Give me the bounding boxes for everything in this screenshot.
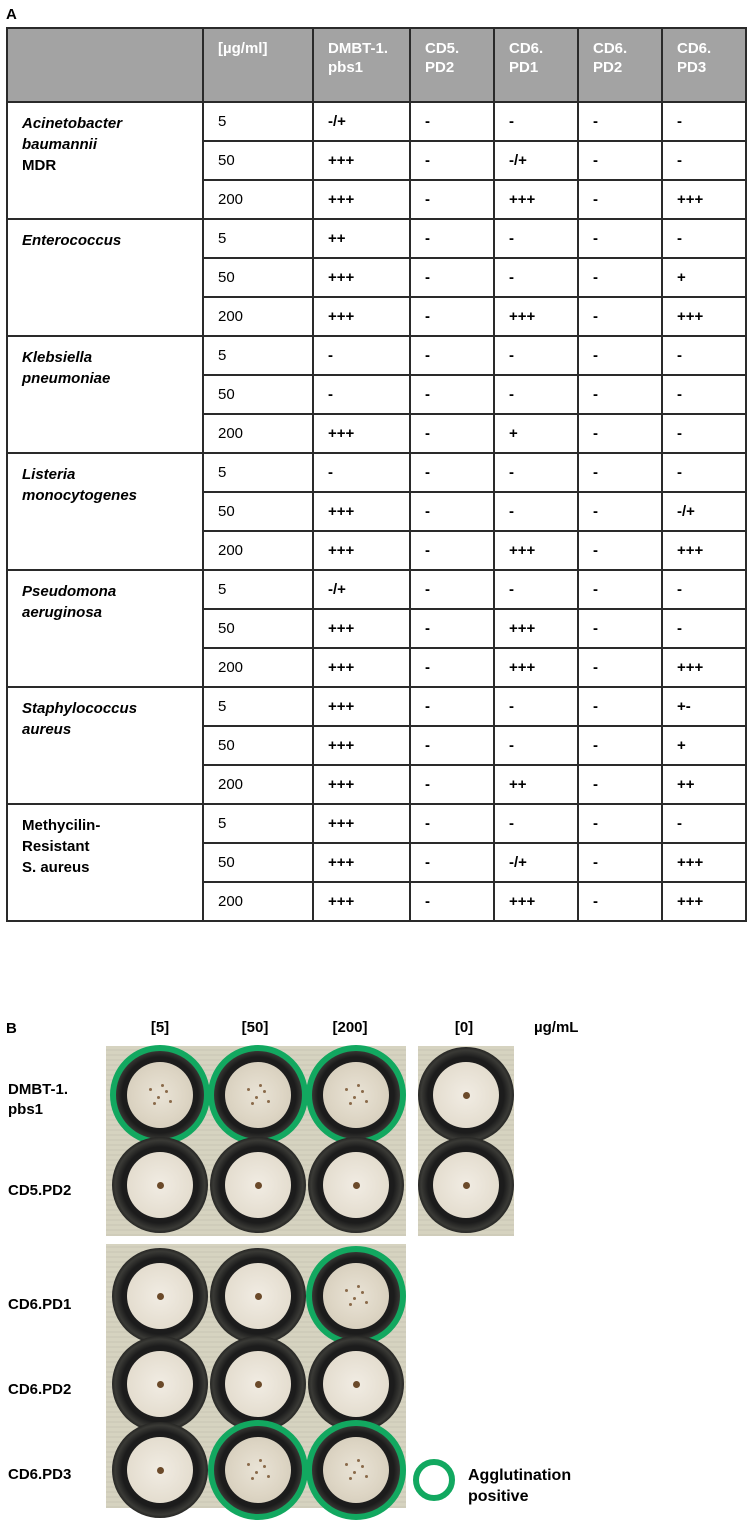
well <box>308 1336 404 1432</box>
header-concentration: [µg/ml] <box>203 28 313 102</box>
result-cell: - <box>494 726 578 765</box>
organism-name <box>7 687 203 804</box>
table-row <box>7 570 746 609</box>
agglutination-legend-label: Agglutination positive <box>468 1467 572 1505</box>
result-cell: +++ <box>662 648 746 687</box>
result-cell: - <box>578 375 662 414</box>
well <box>308 1248 404 1344</box>
table-row <box>7 336 746 375</box>
concentration-cell: 5 <box>203 687 313 726</box>
result-cell: - <box>410 609 494 648</box>
concentration-cell: 200 <box>203 180 313 219</box>
agglutination-positive-ring <box>110 1045 210 1145</box>
well-floor <box>225 1351 291 1417</box>
result-cell: - <box>578 648 662 687</box>
result-cell: - <box>410 726 494 765</box>
table-row <box>7 453 746 492</box>
sediment-button <box>255 1182 262 1189</box>
result-cell: ++ <box>494 765 578 804</box>
concentration-cell: 5 <box>203 453 313 492</box>
result-cell: - <box>410 765 494 804</box>
result-cell: +++ <box>313 648 410 687</box>
result-cell: - <box>410 414 494 453</box>
concentration-cell: 50 <box>203 375 313 414</box>
well-floor <box>323 1351 389 1417</box>
organism-name-italic: Listeria monocytogenes <box>22 466 138 504</box>
agglutination-positive-ring <box>208 1420 308 1520</box>
header-column: DMBT-1. pbs1 <box>313 28 410 102</box>
sediment-button <box>463 1092 470 1099</box>
column-label-50: [50] <box>241 1019 269 1036</box>
sediment-button <box>255 1293 262 1300</box>
well-floor <box>225 1263 291 1329</box>
organism-name <box>7 570 203 687</box>
result-cell: - <box>494 492 578 531</box>
result-cell: +++ <box>313 609 410 648</box>
result-cell: - <box>410 375 494 414</box>
result-cell: - <box>494 570 578 609</box>
result-cell: - <box>313 375 410 414</box>
result-cell: - <box>578 102 662 141</box>
well <box>308 1047 404 1143</box>
well <box>210 1248 306 1344</box>
organism-name <box>7 453 203 570</box>
result-cell: - <box>662 219 746 258</box>
well-floor <box>127 1263 193 1329</box>
result-cell: - <box>494 687 578 726</box>
row-label: CD6.PD3 <box>8 1466 72 1483</box>
agglutination-positive-ring <box>306 1420 406 1520</box>
well <box>210 1422 306 1518</box>
concentration-cell: 50 <box>203 726 313 765</box>
result-cell: - <box>578 180 662 219</box>
result-cell: - <box>578 609 662 648</box>
result-cell: - <box>662 336 746 375</box>
result-cell: +++ <box>313 258 410 297</box>
panel-a-letter: A <box>6 6 17 23</box>
sediment-button <box>157 1467 164 1474</box>
result-cell: - <box>578 453 662 492</box>
result-cell: +++ <box>494 531 578 570</box>
result-cell: - <box>578 141 662 180</box>
result-cell: + <box>494 414 578 453</box>
result-cell: +++ <box>494 180 578 219</box>
result-cell: - <box>578 726 662 765</box>
well-floor <box>127 1152 193 1218</box>
concentration-cell: 200 <box>203 297 313 336</box>
result-cell: +++ <box>494 648 578 687</box>
agglutination-positive-ring <box>208 1045 308 1145</box>
result-cell: - <box>410 687 494 726</box>
table-row <box>7 804 746 843</box>
well <box>418 1137 514 1233</box>
result-cell: - <box>662 102 746 141</box>
result-cell: +++ <box>313 843 410 882</box>
result-cell: - <box>494 102 578 141</box>
result-cell: - <box>578 336 662 375</box>
well <box>112 1248 208 1344</box>
result-cell: - <box>578 219 662 258</box>
sediment-button <box>157 1182 164 1189</box>
agglutination-positive-ring <box>306 1246 406 1346</box>
result-cell: +++ <box>313 180 410 219</box>
concentration-cell: 50 <box>203 843 313 882</box>
well <box>210 1336 306 1432</box>
result-cell: - <box>662 453 746 492</box>
well <box>112 1336 208 1432</box>
organism-name <box>7 804 203 921</box>
result-cell: +++ <box>494 297 578 336</box>
well <box>308 1137 404 1233</box>
result-cell: - <box>578 492 662 531</box>
sediment-button <box>353 1381 360 1388</box>
result-cell: -/+ <box>662 492 746 531</box>
organism-name-italic: Enterococcus <box>22 232 122 249</box>
result-cell: - <box>662 141 746 180</box>
well <box>112 1047 208 1143</box>
result-cell: - <box>410 492 494 531</box>
concentration-cell: 5 <box>203 219 313 258</box>
result-cell: - <box>662 609 746 648</box>
well <box>112 1422 208 1518</box>
sediment-button <box>157 1381 164 1388</box>
result-cell: +++ <box>494 609 578 648</box>
result-cell: - <box>494 804 578 843</box>
row-label: DMBT-1. pbs1 <box>8 1081 68 1118</box>
result-cell: +++ <box>313 414 410 453</box>
result-cell: - <box>410 297 494 336</box>
concentration-cell: 50 <box>203 258 313 297</box>
result-cell: - <box>662 375 746 414</box>
column-label-5: [5] <box>150 1019 170 1036</box>
table-row <box>7 102 746 141</box>
result-cell: +++ <box>313 765 410 804</box>
sediment-button <box>353 1182 360 1189</box>
header-organism <box>7 28 203 102</box>
result-cell: - <box>410 843 494 882</box>
row-label: CD6.PD2 <box>8 1381 72 1398</box>
result-cell: +++ <box>313 141 410 180</box>
concentration-cell: 5 <box>203 804 313 843</box>
table-header-row <box>7 28 746 102</box>
result-cell: +++ <box>313 882 410 921</box>
result-cell: +++ <box>662 843 746 882</box>
concentration-cell: 5 <box>203 570 313 609</box>
result-cell: - <box>578 804 662 843</box>
result-cell: +- <box>662 687 746 726</box>
result-cell: -/+ <box>313 102 410 141</box>
result-cell: + <box>662 726 746 765</box>
well-floor <box>433 1062 499 1128</box>
result-cell: +++ <box>313 297 410 336</box>
concentration-cell: 5 <box>203 102 313 141</box>
concentration-cell: 50 <box>203 141 313 180</box>
result-cell: - <box>494 258 578 297</box>
result-cell: - <box>410 102 494 141</box>
result-cell: - <box>410 141 494 180</box>
header-column: CD6. PD3 <box>662 28 746 102</box>
result-cell: +++ <box>313 804 410 843</box>
row-label: CD5.PD2 <box>8 1182 72 1199</box>
result-cell: - <box>578 570 662 609</box>
organism-name <box>7 336 203 453</box>
result-cell: - <box>578 258 662 297</box>
result-cell: + <box>662 258 746 297</box>
result-cell: +++ <box>662 882 746 921</box>
result-cell: +++ <box>313 492 410 531</box>
header-column: CD6. PD2 <box>578 28 662 102</box>
table-row <box>7 219 746 258</box>
organism-name-plain: Methycilin- Resistant S. aureus <box>22 817 101 876</box>
concentration-cell: 200 <box>203 531 313 570</box>
result-cell: - <box>578 297 662 336</box>
result-cell: - <box>410 570 494 609</box>
result-cell: - <box>410 648 494 687</box>
well <box>210 1047 306 1143</box>
organism-name <box>7 219 203 336</box>
result-cell: -/+ <box>494 843 578 882</box>
result-cell: - <box>494 336 578 375</box>
well-floor <box>433 1152 499 1218</box>
well <box>210 1137 306 1233</box>
result-cell: - <box>494 453 578 492</box>
header-column: CD6. PD1 <box>494 28 578 102</box>
concentration-cell: 50 <box>203 609 313 648</box>
organism-name <box>7 102 203 219</box>
result-cell: - <box>662 804 746 843</box>
agglutination-positive-ring <box>306 1045 406 1145</box>
result-cell: - <box>410 882 494 921</box>
panel-b-letter: B <box>6 1020 17 1037</box>
sediment-button <box>157 1293 164 1300</box>
result-cell: -/+ <box>313 570 410 609</box>
sediment-button <box>255 1381 262 1388</box>
result-cell: - <box>313 336 410 375</box>
organism-name-italic: Pseudomona aeruginosa <box>22 583 117 621</box>
result-cell: +++ <box>662 297 746 336</box>
result-cell: - <box>578 882 662 921</box>
result-cell: - <box>578 531 662 570</box>
result-cell: - <box>494 219 578 258</box>
result-cell: +++ <box>662 531 746 570</box>
organism-name-italic: Staphylococcus aureus <box>22 700 138 738</box>
organism-name-plain: MDR <box>22 157 57 174</box>
result-cell: - <box>410 804 494 843</box>
agglutination-legend-icon <box>413 1459 455 1501</box>
concentration-cell: 5 <box>203 336 313 375</box>
well <box>112 1137 208 1233</box>
well-floor <box>127 1351 193 1417</box>
result-cell: - <box>410 258 494 297</box>
result-cell: +++ <box>662 180 746 219</box>
organism-name-italic: Acinetobacter baumannii <box>22 115 123 153</box>
result-cell: - <box>494 375 578 414</box>
result-cell: -/+ <box>494 141 578 180</box>
result-cell: +++ <box>494 882 578 921</box>
organism-name-italic: Klebsiella pneumoniae <box>22 349 111 387</box>
result-cell: - <box>662 414 746 453</box>
concentration-cell: 200 <box>203 648 313 687</box>
agglutination-table <box>6 27 747 922</box>
well-floor <box>127 1437 193 1503</box>
result-cell: - <box>578 765 662 804</box>
sediment-button <box>463 1182 470 1189</box>
result-cell: - <box>578 687 662 726</box>
concentration-cell: 200 <box>203 765 313 804</box>
well <box>308 1422 404 1518</box>
well <box>418 1047 514 1143</box>
result-cell: - <box>662 570 746 609</box>
result-cell: - <box>410 180 494 219</box>
concentration-cell: 50 <box>203 492 313 531</box>
result-cell: - <box>410 336 494 375</box>
result-cell: ++ <box>662 765 746 804</box>
column-label-200: [200] <box>332 1019 368 1036</box>
result-cell: +++ <box>313 726 410 765</box>
column-label-0: [0] <box>454 1019 474 1036</box>
header-column: CD5. PD2 <box>410 28 494 102</box>
well-floor <box>323 1152 389 1218</box>
result-cell: - <box>578 843 662 882</box>
well-floor <box>225 1152 291 1218</box>
result-cell: +++ <box>313 531 410 570</box>
concentration-cell: 200 <box>203 882 313 921</box>
concentration-cell: 200 <box>203 414 313 453</box>
result-cell: - <box>313 453 410 492</box>
row-label: CD6.PD1 <box>8 1296 72 1313</box>
result-cell: - <box>410 531 494 570</box>
result-cell: - <box>410 219 494 258</box>
result-cell: ++ <box>313 219 410 258</box>
result-cell: - <box>578 414 662 453</box>
table-row <box>7 687 746 726</box>
result-cell: - <box>410 453 494 492</box>
unit-label: µg/mL <box>534 1019 579 1036</box>
result-cell: +++ <box>313 687 410 726</box>
